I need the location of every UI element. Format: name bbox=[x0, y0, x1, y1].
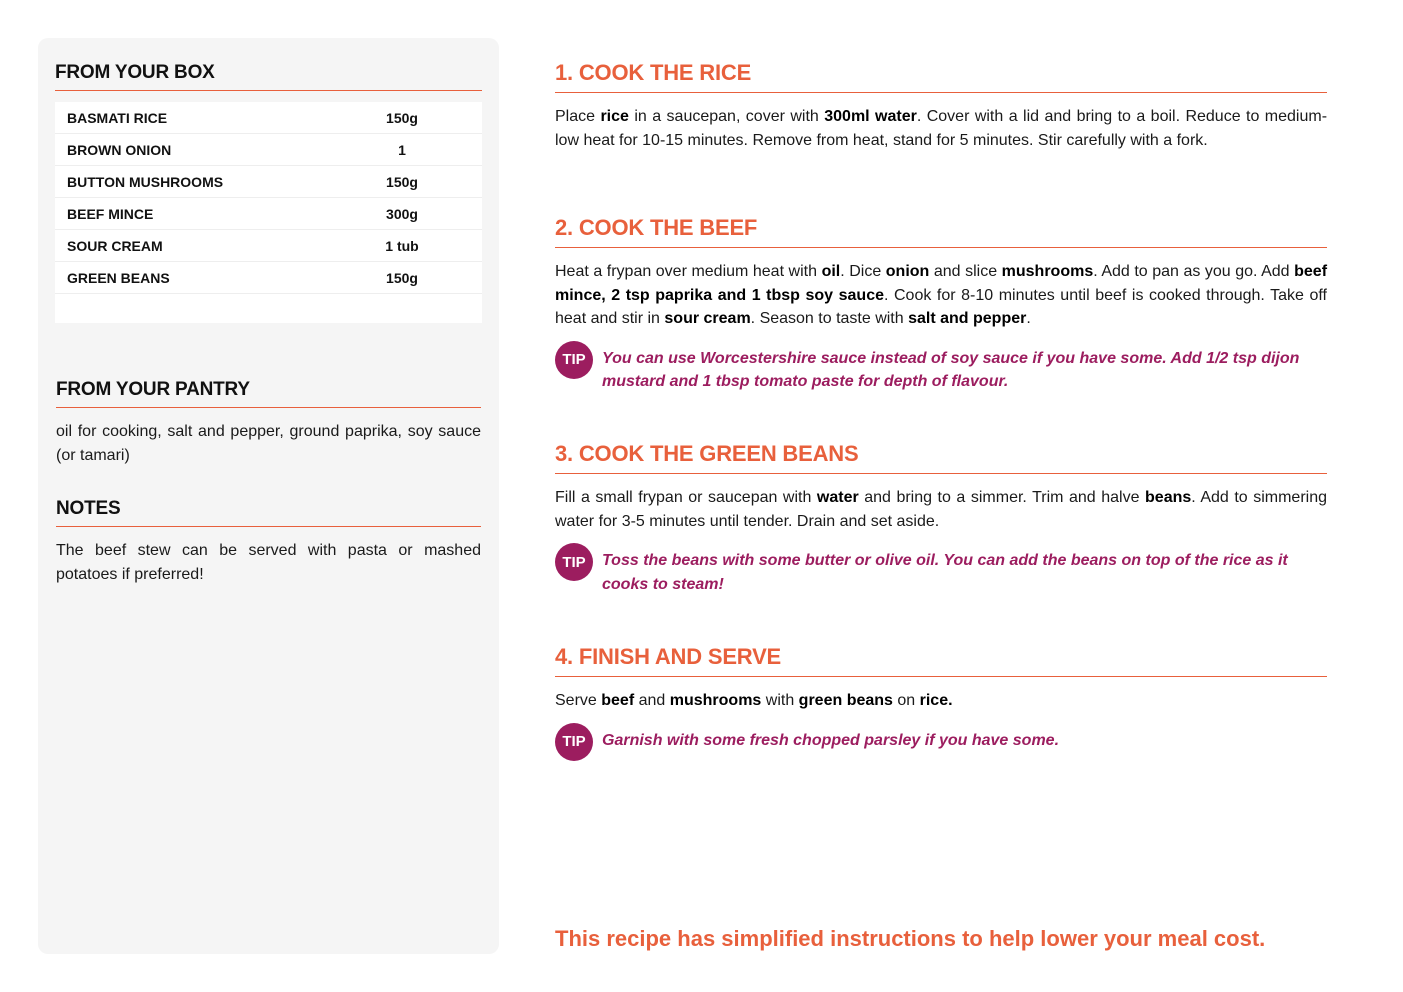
ingredient-name: SOUR CREAM bbox=[67, 237, 163, 254]
tip-text: Toss the beans with some butter or olive oil. You can add the beans on top of the rice as it cooks to steam! bbox=[602, 552, 1288, 593]
tip-badge: TIP bbox=[555, 723, 593, 761]
text-run: on bbox=[892, 692, 920, 709]
text-run: . bbox=[1026, 310, 1031, 327]
tip-text: You can use Worcestershire sauce instead of soy sauce if you have some. Add 1/2 tsp dijon mustard and 1 tbsp tomato paste for depth of flavour. bbox=[602, 349, 1300, 390]
bold-text: oil bbox=[821, 263, 841, 280]
ingredient-qty: 1 tub bbox=[385, 237, 419, 254]
bold-text: salt and pepper bbox=[908, 310, 1027, 327]
step-2 bbox=[555, 215, 1327, 394]
bold-text: rice bbox=[600, 108, 629, 125]
text-run: . Add to pan as you go. Add bbox=[1093, 263, 1295, 280]
table-row bbox=[55, 262, 482, 294]
ingredients-panel bbox=[38, 38, 499, 954]
text-run: Serve bbox=[555, 692, 602, 709]
table-row bbox=[55, 102, 482, 134]
bold-text: beef mince, 2 tsp paprika and 1 tbsp soy sauce bbox=[555, 263, 1328, 304]
table-row bbox=[55, 198, 482, 230]
step-1 bbox=[555, 60, 1327, 152]
from-your-box-section bbox=[55, 62, 482, 323]
bold-text: green beans bbox=[798, 692, 893, 709]
ingredient-name: BEEF MINCE bbox=[67, 205, 154, 222]
bold-text: beef bbox=[601, 692, 635, 709]
bold-text: mushrooms bbox=[1001, 263, 1094, 280]
bold-text: rice. bbox=[919, 692, 953, 709]
tip-text: Garnish with some fresh chopped parsley if you have some. bbox=[602, 731, 1060, 749]
text-run: . Dice bbox=[840, 263, 886, 280]
ingredient-qty: 300g bbox=[386, 205, 418, 222]
ingredient-qty: 150g bbox=[386, 109, 418, 126]
text-run: . Season to taste with bbox=[750, 310, 909, 327]
step-heading: 2. COOK THE BEEF bbox=[555, 215, 1327, 248]
text-run: and bring to a simmer. Trim and halve bbox=[858, 489, 1146, 506]
text-run: and bbox=[634, 692, 670, 709]
tip-badge: TIP bbox=[555, 341, 593, 379]
ingredient-name: GREEN BEANS bbox=[67, 269, 170, 286]
ingredient-qty: 150g bbox=[386, 269, 418, 286]
footer-note: This recipe has simplified instructions to help lower your meal cost. bbox=[555, 926, 1266, 951]
from-your-box-heading: FROM YOUR BOX bbox=[55, 62, 482, 91]
text-run: . Cover with a lid and bring to a boil. Reduce to medium-low heat for 10-15 minutes. Remove from heat, stand for 5 minutes. Stir carefully with a fork. bbox=[555, 108, 1328, 149]
bold-text: 300ml water bbox=[824, 108, 917, 125]
notes-section bbox=[56, 498, 481, 586]
step-heading: 1. COOK THE RICE bbox=[555, 60, 1327, 93]
notes-text: The beef stew can be served with pasta or mashed potatoes if preferred! bbox=[56, 542, 481, 583]
text-run: Place bbox=[555, 108, 601, 125]
text-run: in a saucepan, cover with bbox=[628, 108, 825, 125]
bold-text: sour cream bbox=[664, 310, 751, 327]
ingredient-name: BROWN ONION bbox=[67, 141, 172, 158]
step-text bbox=[555, 105, 1327, 152]
from-your-pantry-heading: FROM YOUR PANTRY bbox=[56, 379, 481, 408]
text-run: Heat a frypan over medium heat with bbox=[555, 263, 822, 280]
step-3 bbox=[555, 441, 1327, 596]
text-run: with bbox=[761, 692, 799, 709]
ingredient-qty: 150g bbox=[386, 173, 418, 190]
bold-text: mushrooms bbox=[669, 692, 762, 709]
ingredient-qty: 1 bbox=[398, 141, 406, 158]
table-row bbox=[55, 134, 482, 166]
step-4 bbox=[555, 644, 1327, 761]
text-run: . Add to simmering water for 3-5 minutes until tender. Drain and set aside. bbox=[555, 489, 1328, 530]
text-run: Fill a small frypan or saucepan with bbox=[555, 489, 817, 506]
ingredient-name: BUTTON MUSHROOMS bbox=[67, 173, 224, 190]
step-heading: 4. FINISH AND SERVE bbox=[555, 644, 1327, 677]
table-row bbox=[55, 166, 482, 198]
step-text bbox=[555, 486, 1327, 533]
text-run: and slice bbox=[929, 263, 1002, 280]
ingredient-name: BASMATI RICE bbox=[67, 109, 168, 126]
notes-heading: NOTES bbox=[56, 498, 481, 527]
step-heading: 3. COOK THE GREEN BEANS bbox=[555, 441, 1327, 474]
tip-badge: TIP bbox=[555, 543, 593, 581]
bold-text: onion bbox=[885, 263, 930, 280]
bold-text: beans bbox=[1145, 489, 1192, 506]
tip bbox=[555, 347, 1327, 394]
text-run: . Cook for 8-10 minutes until beef is cooked through. Take off heat and stir in bbox=[555, 286, 1327, 327]
bold-text: water bbox=[816, 489, 859, 506]
from-your-pantry-section bbox=[56, 379, 481, 467]
step-text bbox=[555, 689, 1327, 713]
table-row bbox=[55, 230, 482, 262]
tip bbox=[555, 729, 1327, 761]
pantry-text: oil for cooking, salt and pepper, ground paprika, soy sauce (or tamari) bbox=[56, 423, 481, 464]
tip bbox=[555, 549, 1327, 596]
ingredients-table bbox=[55, 102, 482, 323]
step-text bbox=[555, 260, 1327, 331]
